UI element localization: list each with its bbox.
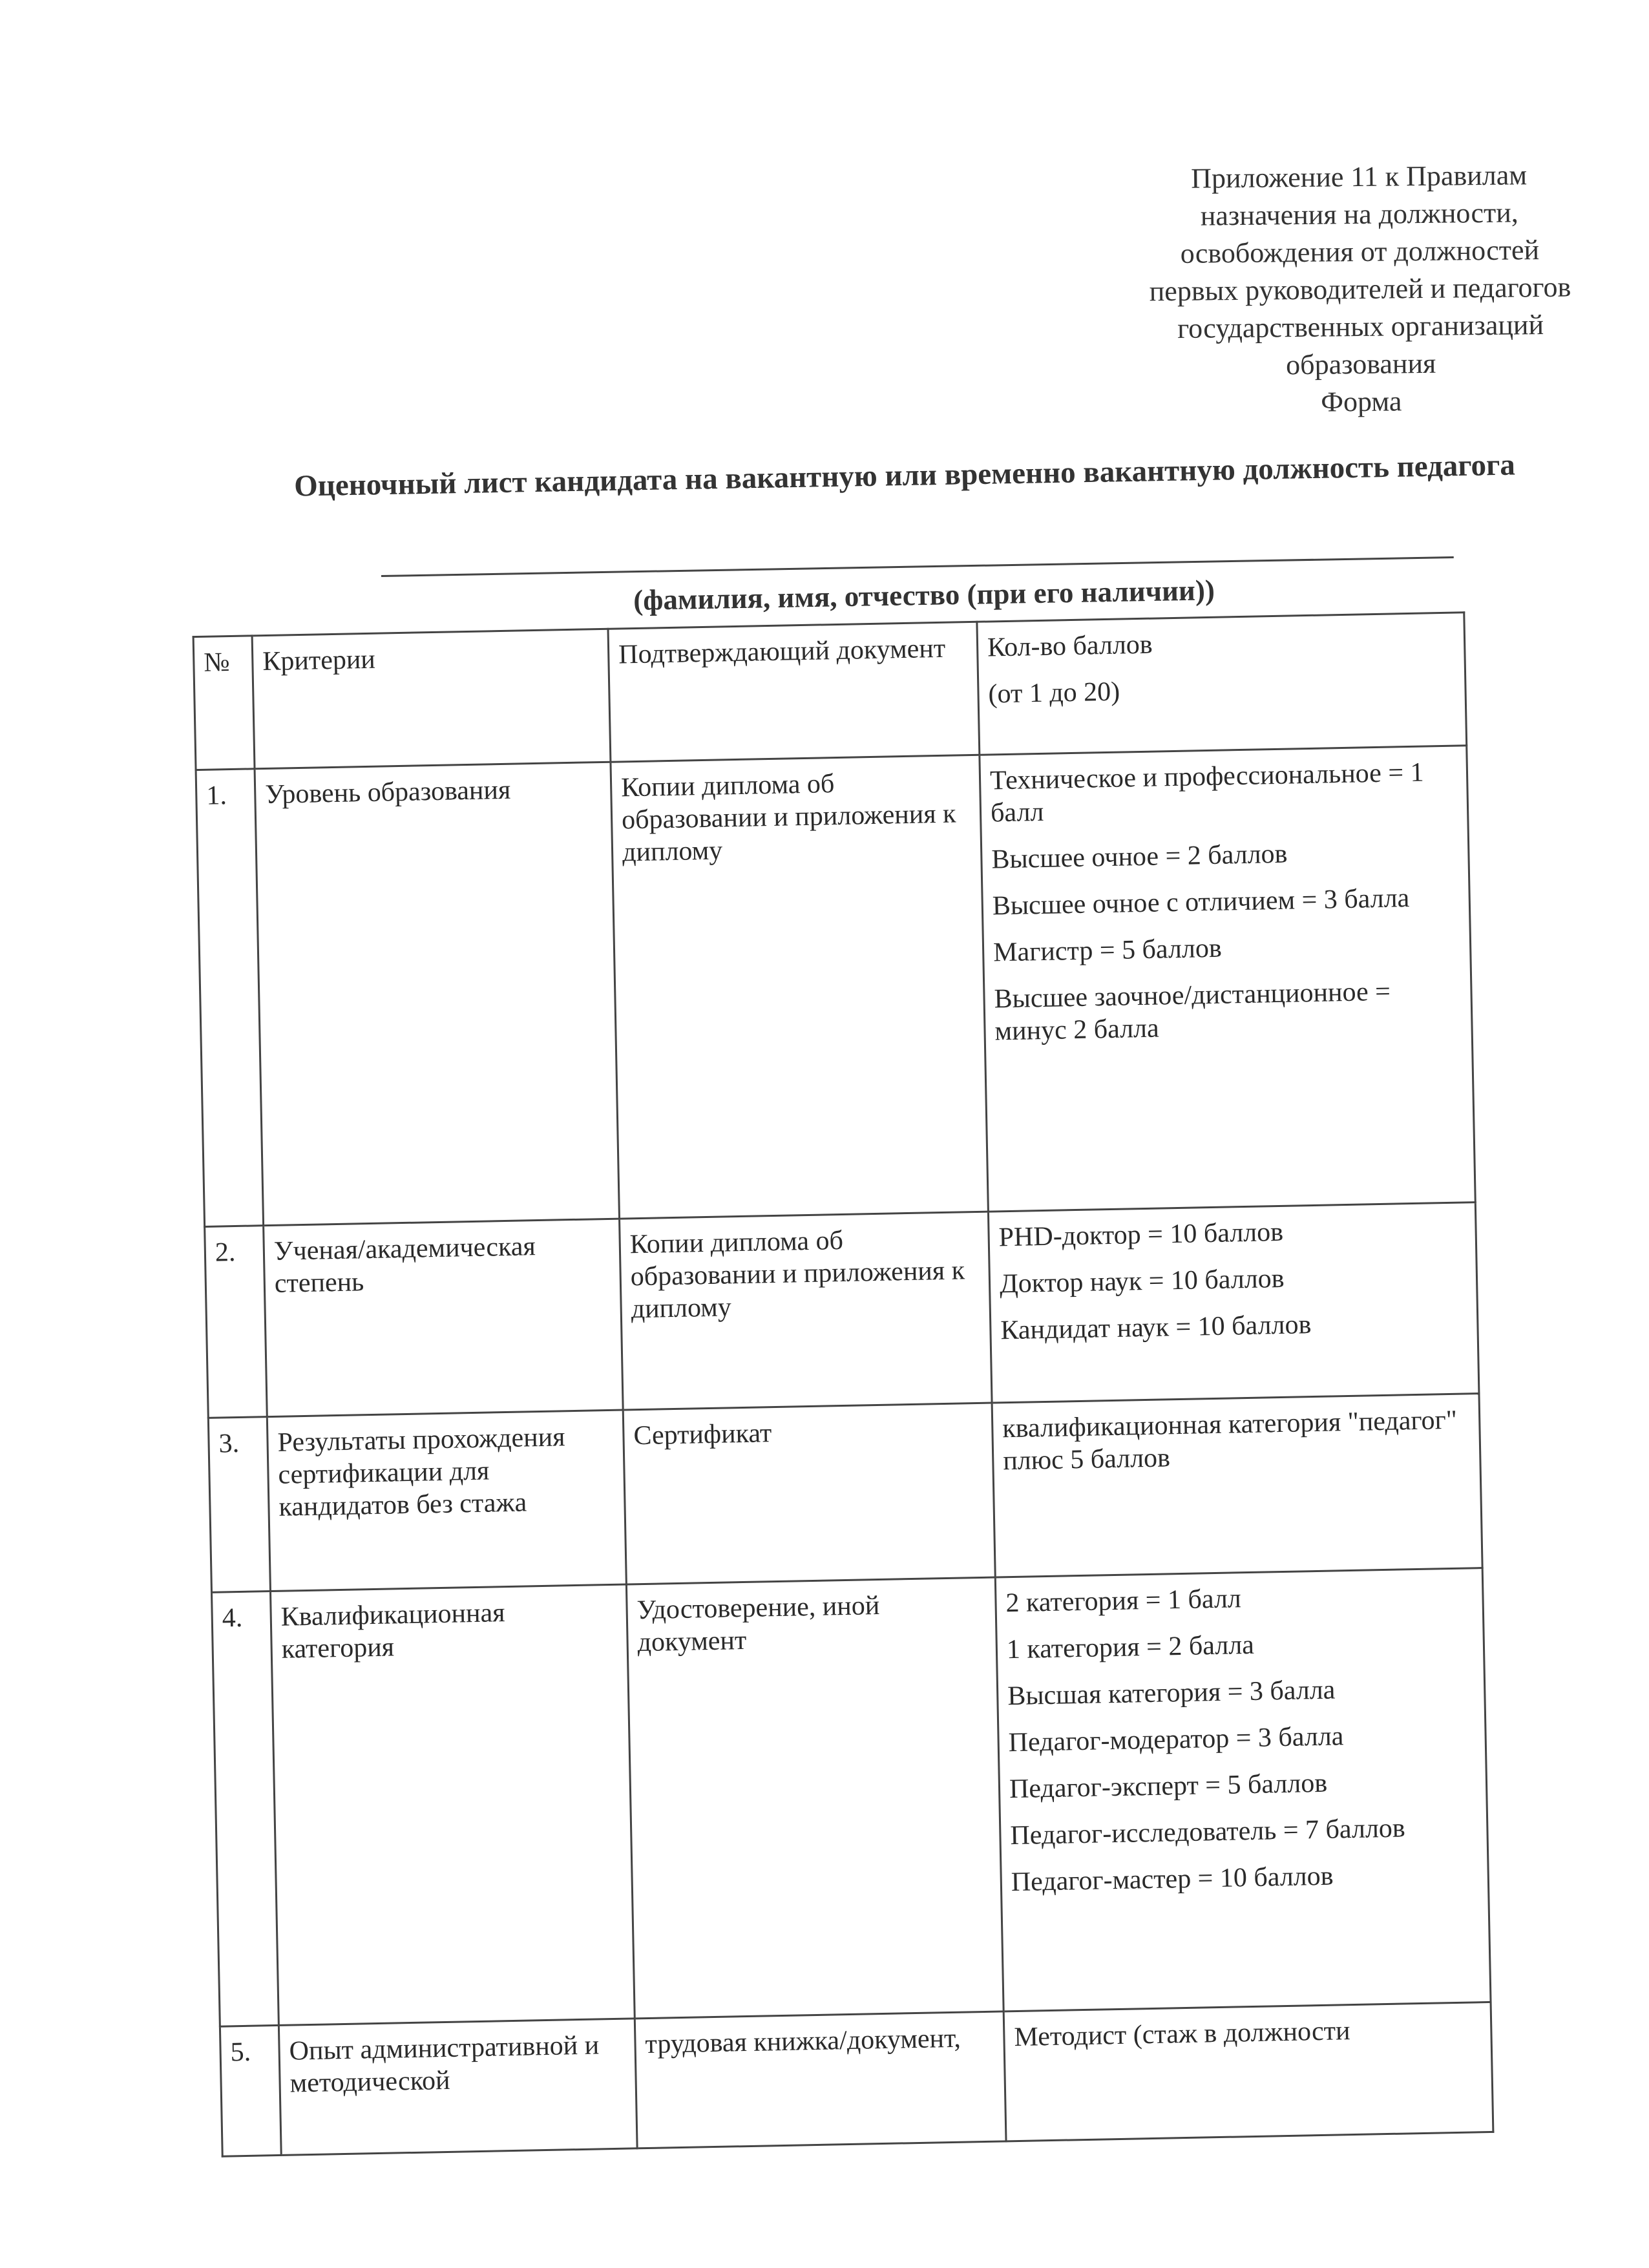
row-num: 2. [205, 1225, 268, 1418]
points-option: Высшее очное = 2 баллов [991, 839, 1288, 875]
row-criteria: Квалификационная категория [270, 1584, 635, 2025]
row-criteria: Ученая/академическая степень [264, 1219, 624, 1416]
row-criteria: Результаты прохождения сертификации для кандидатов без стажа [267, 1410, 626, 1591]
appendix-line: государственных организаций [1177, 309, 1544, 344]
row-num: 3. [208, 1416, 270, 1592]
appendix-line: образования [1285, 347, 1436, 381]
points-option: Педагог-исследователь = 7 баллов [1010, 1813, 1406, 1851]
row-document: Сертификат [623, 1403, 995, 1585]
row-num: 4. [212, 1591, 279, 2027]
row-num: 5. [220, 2026, 281, 2156]
points-option: Магистр = 5 баллов [993, 933, 1223, 968]
row-criteria: Уровень образования [255, 762, 619, 1226]
row-points [995, 1568, 1491, 2011]
points-option: Высшее заочное/дистанционное = минус 2 балла [994, 976, 1391, 1047]
appendix-line: освобождения от должностей [1180, 234, 1540, 269]
row-document: Удостоверение, иной документ [626, 1577, 1003, 2019]
row-points [992, 1393, 1482, 1577]
row-points [980, 745, 1475, 1211]
points-option: Педагог-мастер = 10 баллов [1011, 1861, 1334, 1898]
row-document: Копии диплома об образовании и приложения к диплому [620, 1212, 993, 1410]
header-points-label: Кол-во баллов [987, 629, 1153, 663]
table-row [220, 2002, 1493, 2156]
row-points [1003, 2002, 1493, 2141]
row-criteria: Опыт административной и методической [278, 2019, 637, 2155]
points-option: Педагог-модератор = 3 балла [1008, 1721, 1344, 1758]
points-option: Педагог-эксперт = 5 баллов [1009, 1769, 1328, 1805]
table-row [205, 1202, 1479, 1418]
fio-caption: (фамилия, имя, отчество (при его наличии)) [633, 574, 1215, 616]
row-points [988, 1202, 1479, 1402]
header-num: № [193, 636, 255, 770]
table-row [196, 745, 1475, 1226]
document-title: Оценочный лист кандидата на вакантную или временно вакантную должность педагога [293, 448, 1516, 503]
table-row [208, 1393, 1482, 1593]
appendix-header [1084, 156, 1636, 424]
appendix-line: Форма [1320, 385, 1402, 418]
points-option: 1 категория = 2 балла [1006, 1630, 1255, 1665]
points-option: Высшая категория = 3 балла [1007, 1675, 1336, 1712]
header-points [977, 613, 1467, 755]
points-option: Кандидат наук = 10 баллов [1000, 1309, 1312, 1346]
header-points-range: (от 1 до 20) [988, 677, 1120, 709]
header-criteria: Критерии [252, 629, 611, 768]
points-option: Техническое и профессиональное = 1 балл [989, 757, 1424, 828]
points-option: PHD-доктор = 10 баллов [998, 1217, 1284, 1253]
appendix-line: Приложение 11 к Правилам [1190, 159, 1528, 194]
evaluation-table [193, 611, 1495, 2157]
points-option: 2 категория = 1 балл [1005, 1584, 1242, 1619]
points-option: Доктор наук = 10 баллов [999, 1263, 1285, 1299]
header-document: Подтверждающий документ [608, 622, 980, 762]
row-num: 1. [196, 768, 264, 1226]
appendix-line: первых руководителей и педагогов [1149, 271, 1571, 308]
row-document: трудовая книжка/документ, [635, 2011, 1006, 2148]
table-row [212, 1568, 1491, 2027]
points-option: квалификационная категория "педагог" плюс 5 баллов [1002, 1405, 1458, 1476]
points-option: Методист (стаж в должности [1014, 2016, 1350, 2053]
appendix-line: назначения на должности, [1200, 196, 1518, 232]
points-option: Высшее очное с отличием = 3 балла [992, 883, 1410, 921]
table-header-row [193, 613, 1467, 770]
row-document: Копии диплома об образовании и приложения к диплому [611, 755, 988, 1219]
